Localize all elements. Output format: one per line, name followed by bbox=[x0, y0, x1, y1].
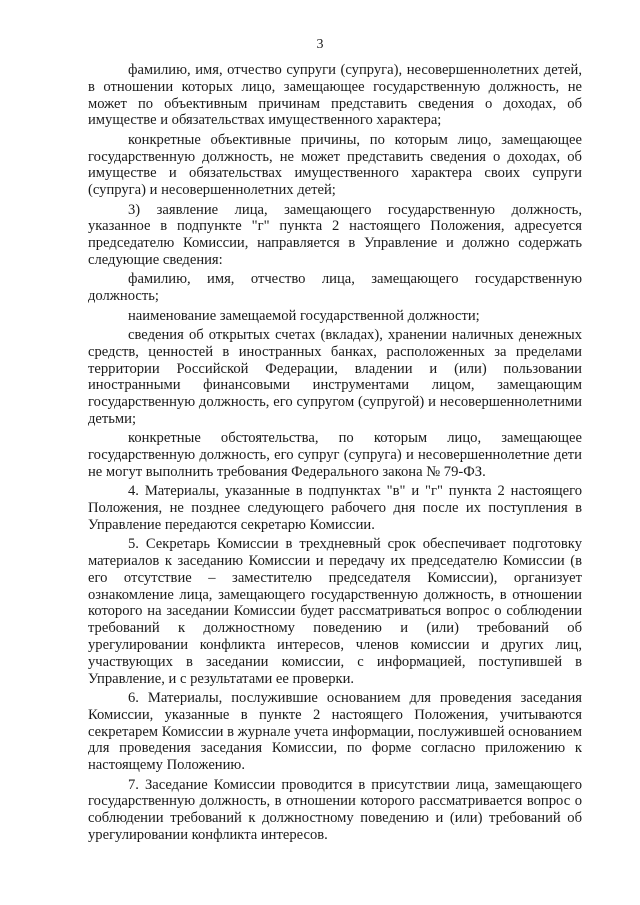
page-number: 3 bbox=[316, 37, 324, 52]
paragraph-item-4: 4. Материалы, указанные в подпунктах "в" и "г" пункта 2 настоящего Положения, не позднее следующего рабочего дня после их поступления в Управление передаются секретарю Комиссии. bbox=[88, 483, 582, 533]
paragraph-circumstances: конкретные обстоятельства, по которым лицо, замещающее государственную должность, его супруг (супруга) и несовершеннолетние дети не могут выполнить требования Федерального закона № 79-ФЗ. bbox=[88, 430, 582, 480]
paragraph-item-7: 7. Заседание Комиссии проводится в присутствии лица, замещающего государственную должность, в отношении которого рассматривается вопрос о соблюдении требований к должностному поведению и (или) требований об урегулировании конфликта интересов. bbox=[88, 776, 582, 843]
paragraph-item-6: 6. Материалы, послужившие основанием для проведения заседания Комиссии, указанные в пункте 2 настоящего Положения, учитываются секретарем Комиссии в журнале учета информации, послужившей основанием для проведения заседания Комиссии, по форме согласно приложению к настоящему Положению. bbox=[88, 690, 582, 774]
paragraph-spouse-name: фамилию, имя, отчество супруги (супруга), несовершеннолетних детей, в отношении которых лицо, замещающее государственную должность, не может по объективным причинам представить сведения о доходах, об имуществе и обязательствах имущественного характера; bbox=[88, 62, 582, 129]
document-body bbox=[88, 62, 582, 846]
paragraph-person-name: фамилию, имя, отчество лица, замещающего государственную должность; bbox=[88, 271, 582, 305]
paragraph-position-title: наименование замещаемой государственной должности; bbox=[128, 307, 480, 324]
paragraph-foreign-accounts: сведения об открытых счетах (вкладах), хранении наличных денежных средств, ценностей в иностранных банках, расположенных за пределами территории Российской Федерации, владении и (или) пользовании иностранными финансовыми инструментами лицом, замещающим государственную должность, его супругом (супругой) и несовершеннолетними детьми; bbox=[88, 326, 582, 427]
paragraph-item-5: 5. Секретарь Комиссии в трехдневный срок обеспечивает подготовку материалов к заседанию Комиссии и передачу их председателю Комиссии (в его отсутствие – заместителю председателя Комиссии), организует ознакомление лица, замещающего государственную должность, в отношении которого на заседании Комиссии будет рассматриваться вопрос о соблюдении требований к должностному поведению и (или) требований об урегулировании конфликта интересов, членов комиссии и других лиц, участвующих в заседании комиссии, с информацией, поступившей в Управление, и с результатами ее проверки. bbox=[88, 536, 582, 687]
paragraph-item-3-statement: 3) заявление лица, замещающего государственную должность, указанное в подпункте "г" пункта 2 настоящего Положения, адресуется председателю Комиссии, направляется в Управление и должно содержать следующие сведения: bbox=[88, 201, 582, 268]
paragraph-objective-reasons: конкретные объективные причины, по которым лицо, замещающее государственную должность, не может представить сведения о доходах, об имуществе и обязательствах имущественного характера своих супруги (супруга) и несовершеннолетних детей; bbox=[88, 131, 582, 199]
